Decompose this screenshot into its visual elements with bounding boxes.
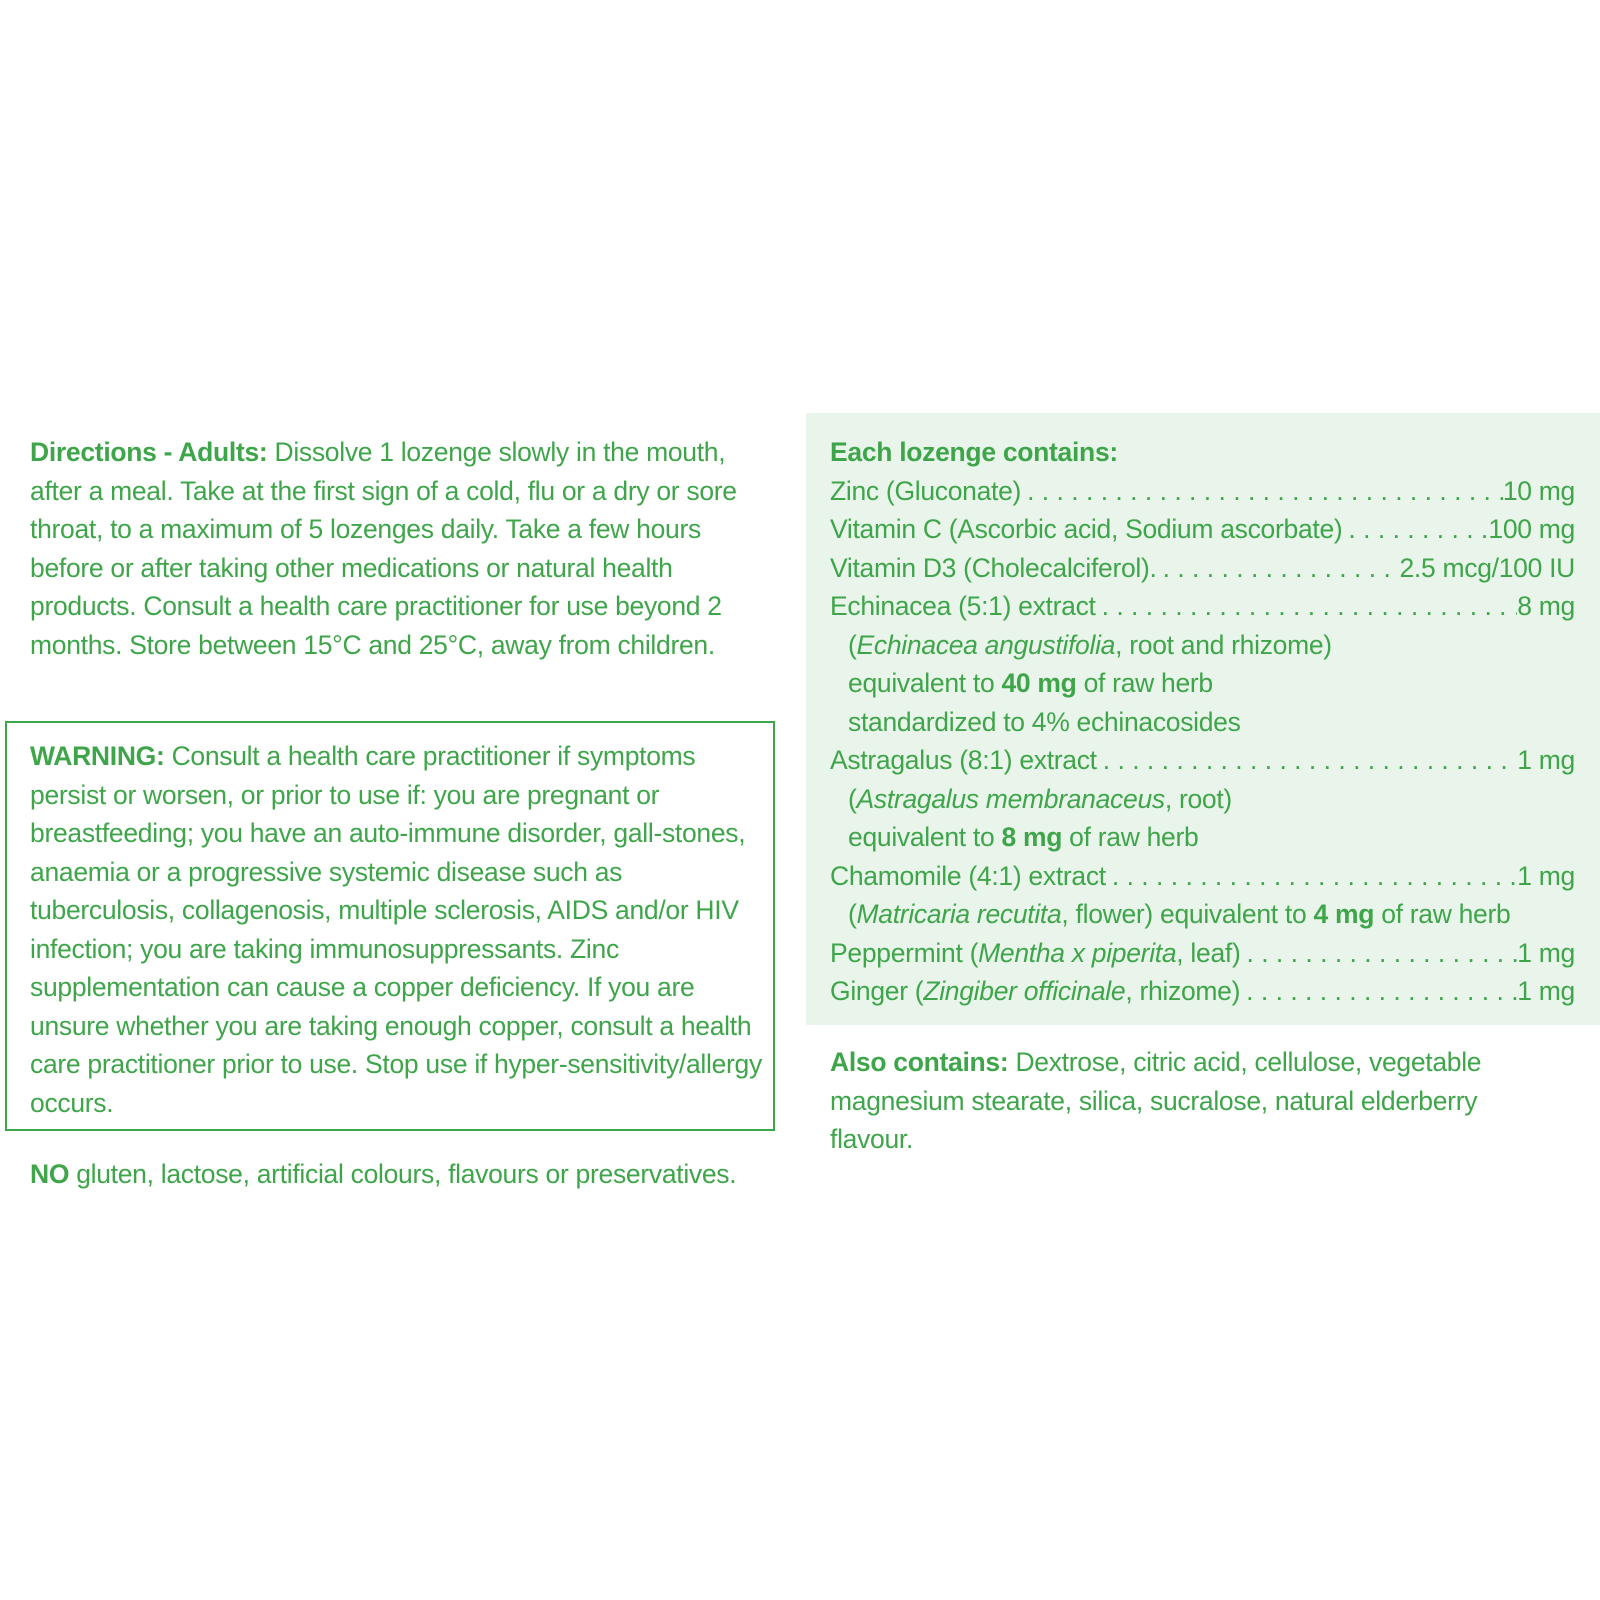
dot-leader [1097,741,1518,780]
ingredient-row-chamomile [830,857,1575,896]
ginger-latin-name: Zingiber officinale [923,976,1126,1006]
directions-section [30,433,790,664]
ingredient-name: Chamomile (4:1) extract [830,860,1106,891]
name-prefix: Ginger ( [830,976,924,1006]
name-prefix: Peppermint ( [830,937,979,968]
echinacea-equivalent [830,664,1575,703]
ingredient-row-ginger [830,972,1575,1011]
astragalus-source [830,780,1575,819]
astragalus-equivalent [830,818,1575,857]
ingredient-row-vitamin-d3 [830,549,1575,588]
equivalent-suffix: of raw herb [1374,899,1511,929]
ingredient-amount: 1 mg [1517,976,1575,1006]
equivalent-suffix: of raw herb [1062,822,1199,852]
paren-open: ( [848,899,857,929]
paren-open: ( [848,783,857,814]
free-from-label: NO [30,1159,70,1189]
directions-paragraph [30,433,765,664]
ingredient-amount: 100 mg [1488,514,1575,544]
echinacea-equivalent-amount: 40 mg [1001,668,1077,698]
chamomile-equivalent-amount: 4 mg [1313,899,1375,929]
dot-leader [1342,510,1488,549]
ingredient-name: Vitamin D3 (Cholecalciferol). [830,552,1157,583]
dot-leader [1096,587,1518,626]
warning-text: Consult a health care practitioner if symptoms persist or worsen, or prior to use if: you are pregnant or breastfeeding; you have an auto-immune disorder, gall-stones, anaemia or a progressive systemic disease such as tuberculosis, collagenosis, multiple sclerosis, AIDS and/or HIV infection; you are taking immunosuppressants. Zinc supplementation can cause a copper deficiency. If you are unsure whether you are taking enough copper, consult a health care practitioner prior to use. Stop use if hyper-sensitivity/allergy occurs. [30,741,762,1118]
equivalent-prefix: equivalent to [848,822,1002,852]
chamomile-source [830,895,1575,934]
paren-open: ( [848,629,857,660]
ingredient-amount: 1 mg [1517,860,1575,891]
dot-leader [1021,472,1503,511]
ingredient-name: Astragalus (8:1) extract [830,745,1097,775]
free-from-line [30,1155,800,1194]
astragalus-equivalent-amount: 8 mg [1001,822,1063,852]
equivalent-prefix: equivalent to [848,668,1002,698]
warning-label: WARNING: [30,741,165,771]
echinacea-standardized: standardized to 4% echinacosides [848,706,1241,737]
ingredient-name [830,972,1240,1011]
astragalus-source-rest: , root) [1164,783,1232,814]
echinacea-source [830,626,1575,665]
dot-leader [1106,857,1517,896]
dot-leader [1157,549,1400,588]
ingredients-heading: Each lozenge contains: [830,437,1118,467]
ingredients-list [830,433,1575,1011]
echinacea-latin-name: Echinacea angustifolia [856,629,1116,660]
ingredient-row-astragalus [830,741,1575,780]
ingredient-row-vitamin-c [830,510,1575,549]
name-suffix: , leaf) [1176,937,1241,968]
ingredient-row-echinacea [830,587,1575,626]
ingredient-amount: 8 mg [1517,591,1575,621]
free-from-text: gluten, lactose, artificial colours, flavours or preservatives. [69,1159,737,1189]
astragalus-latin-name: Astragalus membranaceus [856,783,1165,814]
equivalent-suffix: of raw herb [1076,668,1213,698]
also-contains-label: Also contains: [830,1047,1009,1077]
warning-paragraph [30,737,765,1122]
chamomile-source-rest: , flower) equivalent to [1061,899,1314,929]
ingredient-name: Zinc (Gluconate) [830,475,1022,506]
directions-text: Dissolve 1 lozenge slowly in the mouth, after a meal. Take at the first sign of a cold, flu or a dry or sore throat, to a maximum of 5 lozenges daily. Take a few hours before or after taking other medications or natural health products. Consult a health care practitioner for use beyond 2 months. Store between 15°C and 25°C, away from children. [30,437,737,660]
also-contains-text: Dextrose, citric acid, cellulose, vegetable magnesium stearate, silica, sucralose, natural elderberry flavour. [830,1047,1482,1154]
also-contains-paragraph [830,1043,1560,1159]
ingredient-name [830,934,1240,973]
ingredient-amount: 2.5 mcg/100 IU [1399,552,1575,583]
dot-leader [1240,972,1517,1011]
ingredient-amount: 1 mg [1517,745,1575,775]
ingredient-name: Echinacea (5:1) extract [830,591,1096,621]
ingredient-row-zinc [830,472,1575,511]
chamomile-latin-name: Matricaria recutita [856,899,1062,929]
ingredient-amount: 10 mg [1502,475,1575,506]
ingredient-row-peppermint [830,934,1575,973]
dot-leader [1240,934,1517,973]
name-suffix: , rhizome) [1125,976,1241,1006]
ingredient-amount: 1 mg [1517,937,1575,968]
echinacea-source-rest: , root and rhizome) [1115,629,1332,660]
directions-label: Directions - Adults: [30,437,268,467]
ingredient-name: Vitamin C (Ascorbic acid, Sodium ascorbate) [830,514,1343,544]
peppermint-latin-name: Mentha x piperita [978,937,1177,968]
